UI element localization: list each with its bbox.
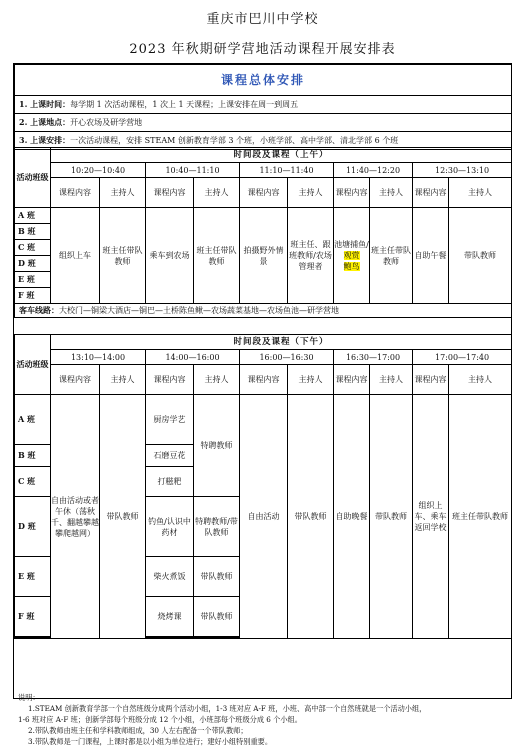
- class-label: D 班: [15, 497, 51, 557]
- col-content: 课程内容: [334, 178, 370, 208]
- cell-dinner: 自助晚餐: [334, 395, 370, 639]
- highlight-text: 观赏: [343, 251, 360, 260]
- morning-section-title: 时间段及课程（上午）: [51, 148, 512, 163]
- morning-time-1: 10:20—10:40: [51, 163, 146, 178]
- info-row-1: 1. 上课时间：每学期 1 次活动课程，1 次上 1 天课程；上课安排在周一到周五: [15, 96, 512, 114]
- info-row-2: 2. 上课地点：开心农场及研学营地: [15, 114, 512, 132]
- course-fishing: 钓鱼/认识中药材: [146, 497, 194, 557]
- cell-photo: 拍摄野外情景: [240, 208, 288, 304]
- highlight-text: 鲍鸟: [343, 262, 360, 271]
- cell-free-activity: 自由活动或者午休（荡秋千、翻越攀越攀爬越网）: [51, 395, 100, 639]
- course-firewood-host: 带队教师: [194, 557, 240, 597]
- cell-fishing-host: 班主任带队教师: [370, 208, 413, 304]
- afternoon-time-4: 16:30—17:00: [334, 350, 413, 365]
- info-row-3: 3. 上课安排：一次活动课程，安排 STEAM 创新教育学部 3 个班，小班学部、高中学部、清北学部 6 个班: [15, 132, 512, 150]
- cell-free2-host: 带队教师: [288, 395, 334, 639]
- col-host: 主持人: [449, 178, 512, 208]
- morning-table: [14, 147, 512, 318]
- cell-fishing: 池塘捕鱼/ 观赏 鲍鸟: [334, 208, 370, 304]
- afternoon-section-title: 时间段及课程（下午）: [51, 335, 512, 350]
- class-label: F 班: [15, 288, 51, 304]
- cell-ride: 乘车到农场: [146, 208, 194, 304]
- class-label: A 班: [15, 395, 51, 445]
- col-host: 主持人: [370, 178, 413, 208]
- morning-time-3: 11:10—11:40: [240, 163, 334, 178]
- col-content: 课程内容: [413, 178, 449, 208]
- col-content: 课程内容: [51, 178, 100, 208]
- info-table: [14, 64, 512, 150]
- afternoon-time-2: 14:00—16:00: [146, 350, 240, 365]
- col-host: 主持人: [449, 365, 512, 395]
- col-host: 主持人: [194, 178, 240, 208]
- cell-ride-host: 班主任带队教师: [194, 208, 240, 304]
- col-host: 主持人: [194, 365, 240, 395]
- note-line: 1.STEAM 创新教育学部一个自然班级分成两个活动小组，1-3 班对应 A-F 班，小班、高中部一个自然班就是一个活动小组，: [28, 704, 427, 713]
- cell-board: 组织上车: [51, 208, 100, 304]
- col-content: 课程内容: [240, 178, 288, 208]
- col-host: 主持人: [100, 365, 146, 395]
- cell-free2: 自由活动: [240, 395, 288, 639]
- bus-route: 客车线路：大校门—铜梁大酒店—铜巴—土桥陈鱼鳅—农场蔬菜基地—农场鱼池—研学营地: [15, 304, 512, 318]
- document-title: 2023 年秋期研学营地活动课程开展安排表: [129, 42, 396, 57]
- col-content: 课程内容: [334, 365, 370, 395]
- class-label: E 班: [15, 557, 51, 597]
- col-content: 课程内容: [146, 365, 194, 395]
- class-label: F 班: [15, 597, 51, 637]
- col-host: 主持人: [288, 178, 334, 208]
- note-line: 1-6 班对应 A-F 班；创新学部每个班级分成 12 个小组，小班部每个班级分成 6 个小组。: [18, 715, 302, 724]
- note-line: 3.带队教师是一门课程，上课时都是以小组为单位进行；建好小组特别重要。: [28, 737, 273, 746]
- cell-dinner-host: 带队教师: [370, 395, 413, 639]
- morning-time-5: 12:30—13:10: [413, 163, 512, 178]
- col-host: 主持人: [370, 365, 413, 395]
- course-firewood: 柴火煮饭: [146, 557, 194, 597]
- course-kitchen: 厨房学艺: [146, 395, 194, 445]
- class-label: B 班: [15, 224, 51, 240]
- class-label: D 班: [15, 256, 51, 272]
- col-content: 课程内容: [413, 365, 449, 395]
- course-fishing-host: 特聘教师/带队教师: [194, 497, 240, 557]
- course-bbq: 烧烤课: [146, 597, 194, 637]
- col-host: 主持人: [100, 178, 146, 208]
- note-line: 说明：: [18, 693, 40, 702]
- course-kitchen-host: 特聘教师: [194, 395, 240, 497]
- morning-time-2: 10:40—11:10: [146, 163, 240, 178]
- class-label: C 班: [15, 240, 51, 256]
- course-ciba: 打糍粑: [146, 467, 194, 497]
- cell-lunch: 自助午餐: [413, 208, 449, 304]
- morning-time-4: 11:40—12:20: [334, 163, 413, 178]
- schedule-frame: [13, 63, 512, 746]
- afternoon-time-5: 17:00—17:40: [413, 350, 512, 365]
- cell-return: 组织上车、乘车返回学校: [413, 395, 449, 639]
- afternoon-time-3: 16:00—16:30: [240, 350, 334, 365]
- afternoon-row-header: 活动班级: [15, 335, 51, 395]
- class-label: A 班: [15, 208, 51, 224]
- col-content: 课程内容: [51, 365, 100, 395]
- afternoon-time-1: 13:10—14:00: [51, 350, 146, 365]
- class-label: B 班: [15, 445, 51, 467]
- course-tofu: 石磨豆花: [146, 445, 194, 467]
- col-host: 主持人: [288, 365, 334, 395]
- class-label: E 班: [15, 272, 51, 288]
- col-content: 课程内容: [146, 178, 194, 208]
- cell-lunch-host: 带队教师: [449, 208, 512, 304]
- cell-free-host: 带队教师: [100, 395, 146, 639]
- morning-row-header: 活动班级: [15, 148, 51, 208]
- note-line: 2.带队教师由班主任和学科教师组成，30 人左右配备一个带队教师；: [28, 726, 248, 735]
- col-content: 课程内容: [240, 365, 288, 395]
- cell-photo-host: 班主任、跟班教师/农场管理者: [288, 208, 334, 304]
- afternoon-table: [14, 334, 512, 639]
- cell-return-host: 班主任带队教师: [449, 395, 512, 639]
- main-title: 课程总体安排: [15, 65, 512, 96]
- cell-board-host: 班主任带队教师: [100, 208, 146, 304]
- class-label: C 班: [15, 467, 51, 497]
- course-bbq-host: 带队教师: [194, 597, 240, 637]
- school-name: 重庆市巴川中学校: [206, 12, 319, 27]
- notes: [18, 692, 508, 747]
